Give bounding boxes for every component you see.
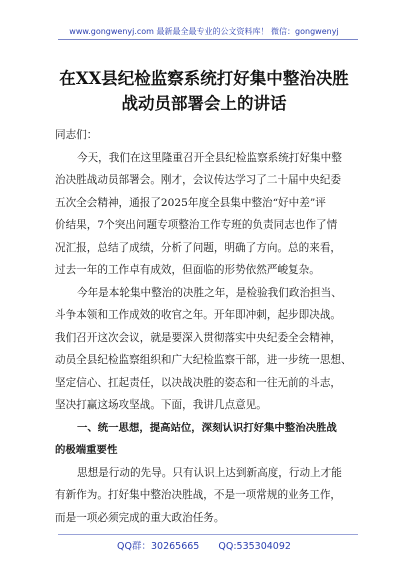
section-heading-line: 一、统一思想，提高站位，深刻认识打好集中整治决胜战: [77, 421, 337, 434]
paragraph-line: 有新作为。打好集中整治决胜战，不是一项常规的业务工作，: [55, 489, 342, 501]
document-title-line-2: 战动员部署会上的讲话: [121, 94, 287, 113]
paragraph-line: 今年是本轮集中整治的决胜之年，是检验我们政治担当、: [77, 286, 342, 299]
paragraph-line: 治决胜战动员部署会。刚才，会议传达学习了二十届中央纪委: [55, 174, 342, 186]
document-body: [55, 124, 361, 529]
page-header: www.gongwenyj.com 最新最全最专业的公文资料库！ 微信：gongwenyj: [69, 27, 339, 36]
paragraph-line: 思想是行动的先导。只有认识上达到新高度，行动上才能: [77, 466, 342, 479]
footer-qq-number: QQ:535304092: [218, 541, 291, 552]
paragraph-line: 况汇报，总结了成绩，分析了问题，明确了方向。总的来看，: [55, 241, 342, 254]
paragraph-line: 动员全县纪检监察组织和广大纪检监察干部，进一步统一思想、: [55, 354, 352, 366]
footer-qq-group: QQ群：30265665: [117, 541, 200, 552]
header-divider: [58, 39, 358, 40]
paragraph-line: 坚决打赢这场攻坚战。下面，我讲几点意见。: [55, 399, 267, 411]
paragraph-line: 斗争本领和工作成效的收官之年。开年即冲刺，起步即决战。: [55, 309, 342, 321]
paragraph-line: 而是一项必须完成的重大政治任务。: [55, 511, 225, 524]
page-footer: [0, 538, 408, 552]
paragraph-line: 过去一年的工作卓有成效，但面临的形势依然严峻复杂。: [55, 264, 320, 276]
paragraph-line: 坚定信心、扛起责任，以决战决胜的姿态和一往无前的斗志，: [55, 376, 342, 389]
paragraph-line: 今天，我们在这里隆重召开全县纪检监察系统打好集中整: [77, 151, 342, 164]
footer-divider: [58, 534, 358, 535]
paragraph-line: 我们召开这次会议，就是要深入贯彻落实中央纪委全会精神，: [55, 331, 342, 344]
section-heading-line: 的极端重要性: [55, 444, 118, 456]
document-title-line-1: 在XX县纪检监察系统打好集中整治决胜: [59, 69, 349, 88]
salutation: 同志们：: [55, 129, 98, 141]
paragraph-line: 价结果，7个突出问题专项整治工作专班的负责同志也作了情: [55, 219, 338, 231]
paragraph-line: 五次全会精神，通报了2025年度全县集中整治“好中差”评: [55, 196, 326, 209]
